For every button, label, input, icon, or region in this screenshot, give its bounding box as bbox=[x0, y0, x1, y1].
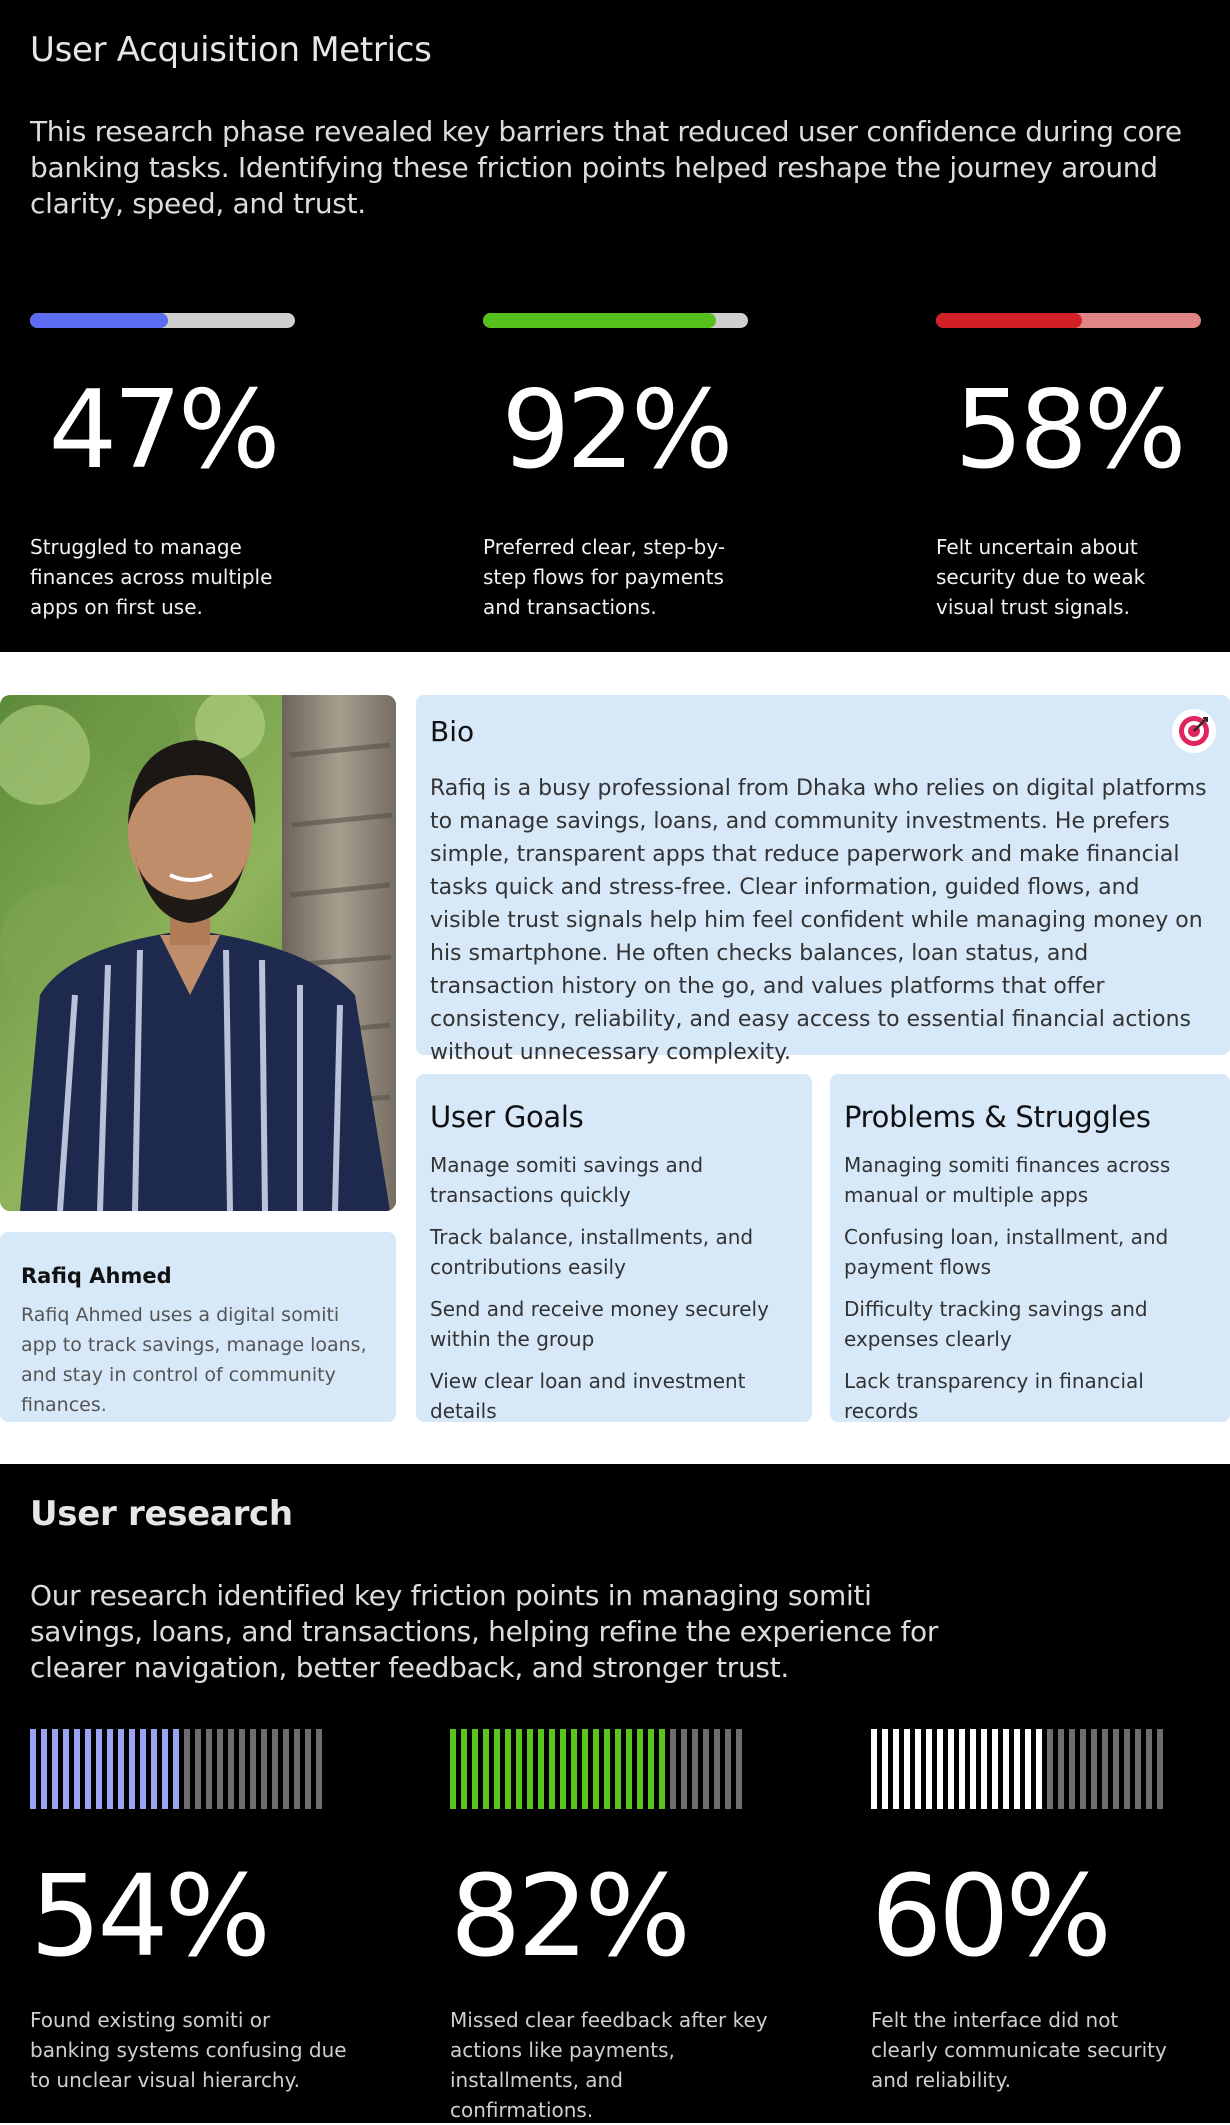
research-stat-description: Missed clear feedback after key actions like payments, installments, and confirmations. bbox=[450, 2008, 768, 2122]
meter-stripe bbox=[1113, 1729, 1119, 1809]
metrics-intro: This research phase revealed key barriers that reduced user confidence during core banking tasks. Identifying these friction points helped reshape the journey around clarity, speed, and trust. bbox=[30, 115, 1182, 220]
meter-stripe bbox=[714, 1729, 720, 1809]
meter-stripe bbox=[527, 1729, 533, 1809]
meter-stripe bbox=[893, 1729, 899, 1809]
persona-summary: Rafiq Ahmed uses a digital somiti app to track savings, manage loans, and stay in control of community finances. bbox=[21, 1304, 367, 1416]
metrics-section bbox=[0, 0, 1230, 652]
meter-stripe bbox=[1157, 1729, 1163, 1809]
meter-stripe bbox=[736, 1729, 742, 1809]
metric-value: 92% bbox=[501, 368, 730, 493]
meter-stripe bbox=[538, 1729, 544, 1809]
problems-heading: Problems & Struggles bbox=[844, 1100, 1151, 1134]
research-stat-value: 82% bbox=[450, 1852, 687, 1982]
progress-bar bbox=[483, 313, 748, 328]
meter-stripe bbox=[1102, 1729, 1108, 1809]
meter-stripe bbox=[41, 1729, 47, 1809]
meter-stripe bbox=[571, 1729, 577, 1809]
research-stat-card bbox=[30, 1729, 350, 2092]
research-stat-description: Felt the interface did not clearly communicate security and reliability. bbox=[871, 2008, 1167, 2092]
metric-card bbox=[483, 313, 748, 619]
meter-stripe bbox=[63, 1729, 69, 1809]
meter-stripe bbox=[981, 1729, 987, 1809]
meter-stripe bbox=[1146, 1729, 1152, 1809]
meter-stripe bbox=[52, 1729, 58, 1809]
metric-value: 58% bbox=[954, 368, 1183, 493]
meter-stripe bbox=[681, 1729, 687, 1809]
meter-stripe bbox=[96, 1729, 102, 1809]
progress-bar bbox=[936, 313, 1201, 328]
meter-stripe bbox=[151, 1729, 157, 1809]
meter-stripe bbox=[228, 1729, 234, 1809]
stripe-meter bbox=[30, 1729, 350, 1809]
persona-photo bbox=[0, 695, 396, 1211]
meter-stripe bbox=[74, 1729, 80, 1809]
stripe-meter bbox=[450, 1729, 770, 1809]
research-stat-value: 60% bbox=[871, 1852, 1108, 1982]
metric-description: Felt uncertain about security due to weak visual trust signals. bbox=[936, 535, 1146, 619]
progress-fill bbox=[483, 313, 716, 328]
research-stat-card bbox=[871, 1729, 1191, 2092]
meter-stripe bbox=[1069, 1729, 1075, 1809]
persona-name: Rafiq Ahmed bbox=[21, 1264, 172, 1288]
meter-stripe bbox=[516, 1729, 522, 1809]
target-icon bbox=[1172, 709, 1216, 753]
meter-stripe bbox=[593, 1729, 599, 1809]
research-stat-description: Found existing somiti or banking systems confusing due to unclear visual hierarchy. bbox=[30, 2008, 347, 2092]
research-intro: Our research identified key friction points in managing somiti savings, loans, and transactions, helping refine the experience for clearer navigation, better feedback, and stronger trust. bbox=[30, 1579, 939, 1684]
meter-stripe bbox=[1124, 1729, 1130, 1809]
meter-stripe bbox=[107, 1729, 113, 1809]
metric-description: Preferred clear, step-by-step flows for payments and transactions. bbox=[483, 535, 726, 619]
meter-stripe bbox=[85, 1729, 91, 1809]
list-item: View clear loan and investment details bbox=[430, 1369, 746, 1423]
list-item: Track balance, installments, and contributions easily bbox=[430, 1225, 754, 1279]
meter-stripe bbox=[1003, 1729, 1009, 1809]
progress-fill bbox=[936, 313, 1082, 328]
bio-text: Rafiq is a busy professional from Dhaka who relies on digital platforms to manage savings, loans, and community investments. He prefers simple, transparent apps that reduce paperwork and make financial tasks quick and stress-free. Clear information, guided flows, and visible trust signals help him feel confident while managing money on his smartphone. He often checks balances, loan status, and transaction history on the go, and values platforms that offer consistency, reliability, and easy access to essential financial actions without unnecessary complexity. bbox=[430, 776, 1207, 1065]
meter-stripe bbox=[648, 1729, 654, 1809]
meter-stripe bbox=[882, 1729, 888, 1809]
meter-stripe bbox=[670, 1729, 676, 1809]
meter-stripe bbox=[937, 1729, 943, 1809]
meter-stripe bbox=[305, 1729, 311, 1809]
meter-stripe bbox=[461, 1729, 467, 1809]
meter-stripe bbox=[294, 1729, 300, 1809]
meter-stripe bbox=[173, 1729, 179, 1809]
meter-stripe bbox=[615, 1729, 621, 1809]
list-item: Send and receive money securely within the group bbox=[430, 1297, 769, 1351]
list-item: Manage somiti savings and transactions quickly bbox=[430, 1153, 704, 1207]
meter-stripe bbox=[450, 1729, 456, 1809]
meter-stripe bbox=[904, 1729, 910, 1809]
meter-stripe bbox=[129, 1729, 135, 1809]
list-item: Lack transparency in financial records bbox=[844, 1369, 1144, 1423]
meter-stripe bbox=[118, 1729, 124, 1809]
meter-stripe bbox=[483, 1729, 489, 1809]
meter-stripe bbox=[582, 1729, 588, 1809]
meter-stripe bbox=[283, 1729, 289, 1809]
meter-stripe bbox=[184, 1729, 190, 1809]
meter-stripe bbox=[1135, 1729, 1141, 1809]
meter-stripe bbox=[725, 1729, 731, 1809]
user-goals-list bbox=[430, 1150, 798, 1426]
metric-card bbox=[30, 313, 295, 619]
meter-stripe bbox=[206, 1729, 212, 1809]
research-stat-card bbox=[450, 1729, 770, 2122]
stripe-meter bbox=[871, 1729, 1191, 1809]
meter-stripe bbox=[1025, 1729, 1031, 1809]
meter-stripe bbox=[915, 1729, 921, 1809]
list-item: Managing somiti finances across manual or multiple apps bbox=[844, 1153, 1171, 1207]
progress-fill bbox=[30, 313, 168, 328]
persona-name-card bbox=[0, 1232, 396, 1422]
list-item: Difficulty tracking savings and expenses clearly bbox=[844, 1297, 1148, 1351]
meter-stripe bbox=[871, 1729, 877, 1809]
meter-stripe bbox=[703, 1729, 709, 1809]
user-goals-heading: User Goals bbox=[430, 1100, 584, 1134]
meter-stripe bbox=[948, 1729, 954, 1809]
meter-stripe bbox=[272, 1729, 278, 1809]
meter-stripe bbox=[505, 1729, 511, 1809]
meter-stripe bbox=[626, 1729, 632, 1809]
persona-photo-illustration bbox=[0, 695, 396, 1211]
metric-value: 47% bbox=[48, 368, 277, 493]
meter-stripe bbox=[316, 1729, 322, 1809]
meter-stripe bbox=[1058, 1729, 1064, 1809]
metrics-title: User Acquisition Metrics bbox=[30, 30, 432, 70]
meter-stripe bbox=[692, 1729, 698, 1809]
bio-card bbox=[416, 695, 1230, 1065]
progress-bar bbox=[30, 313, 295, 328]
meter-stripe bbox=[162, 1729, 168, 1809]
meter-stripe bbox=[549, 1729, 555, 1809]
meter-stripe bbox=[494, 1729, 500, 1809]
list-item: Confusing loan, installment, and payment flows bbox=[844, 1225, 1169, 1279]
meter-stripe bbox=[1047, 1729, 1053, 1809]
research-title: User research bbox=[30, 1494, 293, 1534]
meter-stripe bbox=[1036, 1729, 1042, 1809]
research-section bbox=[0, 1464, 1230, 2123]
meter-stripe bbox=[1014, 1729, 1020, 1809]
meter-stripe bbox=[217, 1729, 223, 1809]
user-goals-card bbox=[416, 1074, 812, 1422]
meter-stripe bbox=[1091, 1729, 1097, 1809]
meter-stripe bbox=[560, 1729, 566, 1809]
research-stat-value: 54% bbox=[30, 1852, 267, 1982]
meter-stripe bbox=[959, 1729, 965, 1809]
bio-heading: Bio bbox=[430, 715, 475, 748]
meter-stripe bbox=[1080, 1729, 1086, 1809]
metric-description: Struggled to manage finances across multiple apps on first use. bbox=[30, 535, 273, 619]
metric-card bbox=[936, 313, 1201, 619]
meter-stripe bbox=[472, 1729, 478, 1809]
meter-stripe bbox=[261, 1729, 267, 1809]
problems-list bbox=[844, 1150, 1216, 1426]
meter-stripe bbox=[604, 1729, 610, 1809]
meter-stripe bbox=[239, 1729, 245, 1809]
meter-stripe bbox=[992, 1729, 998, 1809]
meter-stripe bbox=[195, 1729, 201, 1809]
meter-stripe bbox=[637, 1729, 643, 1809]
meter-stripe bbox=[659, 1729, 665, 1809]
meter-stripe bbox=[970, 1729, 976, 1809]
meter-stripe bbox=[926, 1729, 932, 1809]
meter-stripe bbox=[30, 1729, 36, 1809]
meter-stripe bbox=[140, 1729, 146, 1809]
meter-stripe bbox=[250, 1729, 256, 1809]
problems-card bbox=[830, 1074, 1230, 1422]
